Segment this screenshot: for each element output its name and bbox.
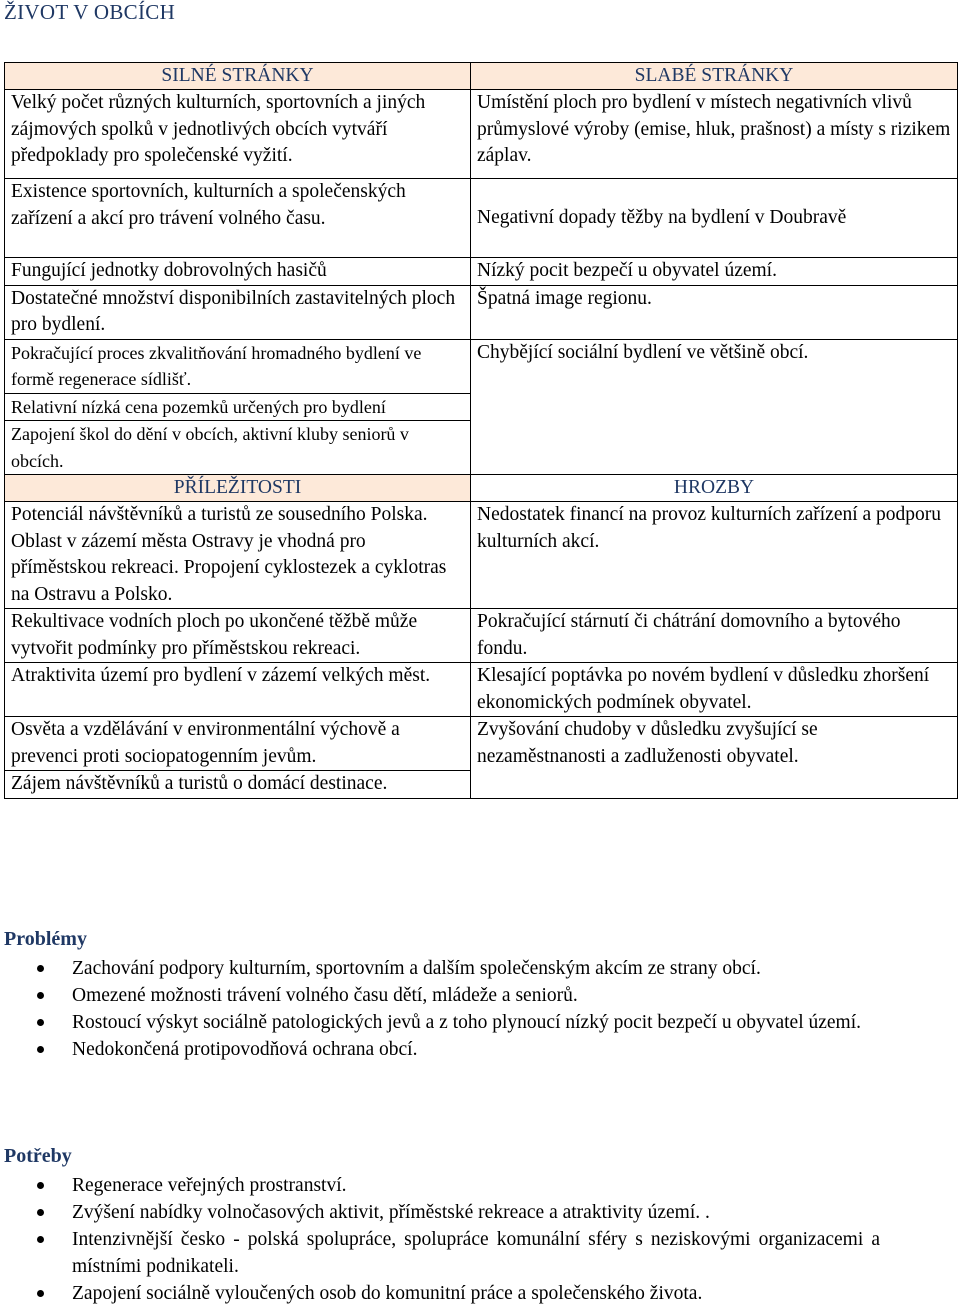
swot-row (5, 285, 958, 339)
opportunity-item: Potenciál návštěvníků a turistů ze sousedního Polska. Oblast v zázemí města Ostravy je vhodná pro příměstskou rekreaci. Propojení cyklostezek a cyklotras na Ostravu a Polsko. (5, 502, 471, 609)
weaknesses-header-cell (471, 63, 958, 90)
opportunity-item: Osvěta a vzdělávání v environmentální výchově a prevenci proti sociopatogenním jevům. (5, 717, 471, 771)
strength-item: Velký počet různých kulturních, sportovních a jiných zájmových spolků v jednotlivých obcích vytváří předpoklady pro společenské vyžití. (5, 90, 471, 179)
needs-heading: Potřeby (4, 1145, 72, 1167)
opportunity-item: Rekultivace vodních ploch po ukončené těžbě může vytvořit podmínky pro příměstskou rekreaci. (5, 609, 471, 663)
swot-row (5, 90, 958, 179)
strength-item: Dostatečné množství disponibilních zastavitelných ploch pro bydlení. (5, 285, 471, 339)
problems-heading: Problémy (4, 928, 87, 950)
weakness-item: Chybějící sociální bydlení ve většině obcí. (471, 339, 958, 475)
opportunities-header: PŘÍLEŽITOSTI (173, 477, 302, 498)
weaknesses-header: SLABÉ STRÁNKY (634, 65, 794, 86)
threats-header-cell (471, 475, 958, 502)
swot-row (5, 179, 958, 258)
list-item: Rostoucí výskyt sociálně patologických jevů a z toho plynoucí nízký pocit bezpečí u obyvatel území. (0, 1009, 880, 1036)
problems-list (0, 955, 880, 1063)
threat-item: Klesající poptávka po novém bydlení v důsledku zhoršení ekonomických podmínek obyvatel. (471, 663, 958, 717)
strength-item: Pokračující proces zkvalitňování hromadného bydlení ve formě regenerace sídlišť. (5, 339, 471, 393)
list-item: Omezené možnosti trávení volného času dětí, mládeže a seniorů. (0, 982, 880, 1009)
swot-row (5, 339, 958, 393)
list-item: Regenerace veřejných prostranství. (0, 1172, 880, 1199)
strength-item: Existence sportovních, kulturních a společenských zařízení a akcí pro trávení volného času. (5, 179, 471, 258)
weakness-item: Umístění ploch pro bydlení v místech negativních vlivů průmyslové výroby (emise, hluk, prašnost) a místy s rizikem záplav. (471, 90, 958, 179)
weakness-item: Negativní dopady těžby na bydlení v Doubravě (471, 179, 958, 258)
opportunity-item: Atraktivita území pro bydlení v zázemí velkých měst. (5, 663, 471, 717)
strengths-header-cell (5, 63, 471, 90)
swot-row (5, 609, 958, 663)
list-item: Zachování podpory kulturním, sportovním a dalším společenským akcím ze strany obcí. (0, 955, 880, 982)
opportunity-item: Zájem návštěvníků a turistů o domácí destinace. (5, 771, 471, 799)
list-item: Nedokončená protipovodňová ochrana obcí. (0, 1036, 880, 1063)
threat-item: Nedostatek financí na provoz kulturních zařízení a podporu kulturních akcí. (471, 502, 958, 609)
page-title: ŽIVOT V OBCÍCH (4, 0, 176, 24)
strength-item: Relativní nízká cena pozemků určených pro bydlení (5, 393, 471, 421)
swot-row (5, 63, 958, 90)
list-item: Intenzivnější česko - polská spolupráce, spolupráce komunální sféry s neziskovými organizacemi a místními podnikateli. (0, 1226, 880, 1280)
opportunities-header-cell (5, 475, 471, 502)
list-item: Zvýšení nabídky volnočasových aktivit, příměstské rekreace a atraktivity území. . (0, 1199, 880, 1226)
strengths-header: SILNÉ STRÁNKY (161, 65, 314, 86)
strength-item: Fungující jednotky dobrovolných hasičů (5, 258, 471, 286)
threat-item: Pokračující stárnutí či chátrání domovního a bytového fondu. (471, 609, 958, 663)
list-item: Zapojení sociálně vyloučených osob do komunitní práce a společenského života. (0, 1280, 880, 1307)
swot-row (5, 717, 958, 771)
swot-row (5, 663, 958, 717)
swot-row (5, 258, 958, 286)
swot-row (5, 475, 958, 502)
threats-header: HROZBY (673, 477, 755, 498)
weakness-item: Nízký pocit bezpečí u obyvatel území. (471, 258, 958, 286)
needs-list (0, 1172, 880, 1307)
swot-row (5, 502, 958, 609)
swot-table (4, 62, 958, 799)
threat-item: Zvyšování chudoby v důsledku zvyšující se nezaměstnanosti a zadluženosti obyvatel. (471, 717, 958, 799)
strength-item: Zapojení škol do dění v obcích, aktivní kluby seniorů v obcích. (5, 421, 471, 475)
weakness-item: Špatná image regionu. (471, 285, 958, 339)
